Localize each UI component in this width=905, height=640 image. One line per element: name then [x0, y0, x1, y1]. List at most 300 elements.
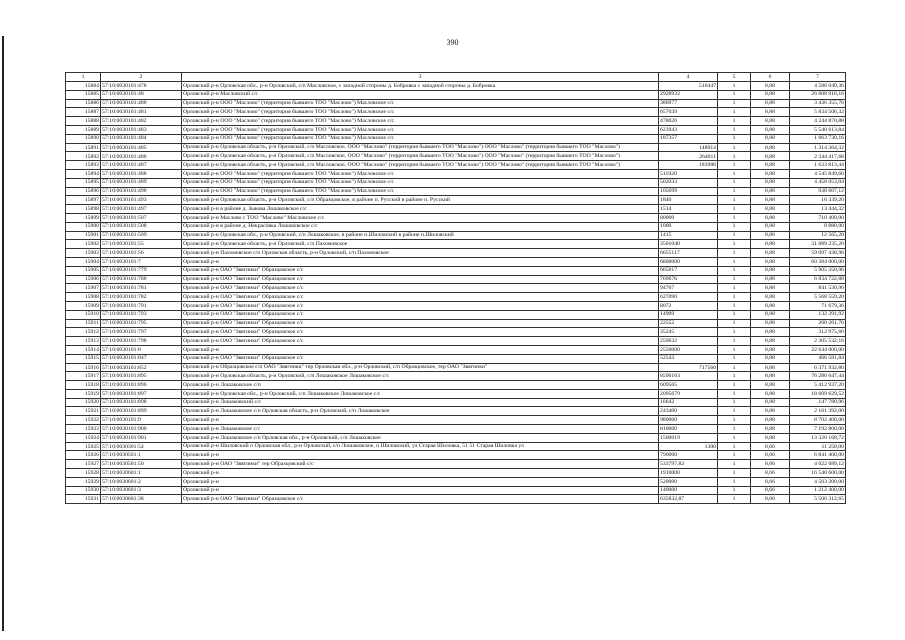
row-number: 15921 — [66, 407, 101, 416]
area-value: 6800000 — [659, 257, 718, 266]
table-row — [66, 345, 846, 354]
row-number: 15925 — [66, 442, 101, 451]
address: Орловский р-н Пахомовское с/п Орловская область, р-н Орловский, с/п Пахомовское — [182, 249, 659, 258]
col-7-header: 7 — [790, 73, 846, 82]
cadastral-number: 57:10:0030101:9 — [101, 416, 182, 425]
row-number: 15917 — [66, 372, 101, 381]
cadastral-number: 57:10:0030101:497 — [101, 205, 182, 214]
coefficient-5: 1 — [718, 486, 751, 495]
row-number: 15911 — [66, 319, 101, 328]
rate-value: 8,88 — [751, 372, 790, 381]
area-value: 502033 — [659, 178, 718, 187]
row-number: 15926 — [66, 451, 101, 460]
cadastral-number: 57:10:0030101:901 — [101, 433, 182, 442]
address: Орловский р-н — [182, 416, 659, 425]
table-row — [66, 293, 846, 302]
coefficient-5: 1 — [718, 196, 751, 205]
cadastral-number: 57:10:0030101:478 — [101, 82, 182, 91]
area-value: 520000 — [659, 477, 718, 486]
rate-value: 8,66 — [751, 495, 790, 504]
coefficient-5: 1 — [718, 354, 751, 363]
rate-value: 8,88 — [751, 363, 790, 372]
rate-value: 8,88 — [751, 161, 790, 170]
area-value: 769676 — [659, 275, 718, 284]
address: Орловский р-н Орловская обл., р-н Орловский, с/п Масловское, с западной стороны д. Бобровка с западной стороны д. Бобровка — [182, 82, 659, 91]
row-number: 15896 — [66, 187, 101, 196]
cadastral-value: 13 320 168,72 — [790, 433, 846, 442]
address: Орловский р-н Орловская область, р-н Орловский, с/п Образцовское, в районе п. Русский в районе п. Русский — [182, 196, 659, 205]
table-row — [66, 460, 846, 469]
cadastral-value: 3 436 355,76 — [790, 99, 846, 108]
cadastral-number: 57:10:0030101:482 — [101, 117, 182, 126]
rate-value: 8,88 — [751, 319, 790, 328]
coefficient-5: 1 — [718, 257, 751, 266]
area-value: 980000 — [659, 416, 718, 425]
cadastral-value: 6 371 932,80 — [790, 363, 846, 372]
area-value: 609565 — [659, 381, 718, 390]
cadastral-value: 16 339,20 — [790, 196, 846, 205]
address: Орловский р-н Маслово с ТОО "Маслово" Масловское с/с — [182, 213, 659, 222]
table-row — [66, 82, 846, 91]
coefficient-5: 1 — [718, 222, 751, 231]
row-number: 15924 — [66, 433, 101, 442]
row-number: 15909 — [66, 301, 101, 310]
table-row — [66, 363, 846, 372]
cadastral-value: 5 540 613,84 — [790, 125, 846, 134]
coefficient-5: 1 — [718, 398, 751, 407]
area-value: 386977 — [659, 99, 718, 108]
coefficient-5: 1 — [718, 266, 751, 275]
cadastral-number: 57:10:0030101:488 — [101, 169, 182, 178]
row-number: 15893 — [66, 161, 101, 170]
cadastral-number: 57:10:0030101:899 — [101, 407, 182, 416]
address: Орловский р-н Орловская область, р-н Орловский, с/п Лошаковское Лошаковское с/с — [182, 372, 659, 381]
address: Орловский р-н — [182, 486, 659, 495]
coefficient-5: 1 — [718, 442, 751, 451]
area-value: 790000 — [659, 451, 718, 460]
area-value: 478026 — [659, 117, 718, 126]
coefficient-5: 1 — [718, 328, 751, 337]
row-number: 15899 — [66, 213, 101, 222]
table-row — [66, 125, 846, 134]
cadastral-value: 76 280 647,44 — [790, 372, 846, 381]
address: Орловский р-н — [182, 477, 659, 486]
rate-value: 8,88 — [751, 301, 790, 310]
coefficient-5: 1 — [718, 337, 751, 346]
area-value: 187357 — [659, 134, 718, 143]
row-number: 15884 — [66, 82, 101, 91]
coefficient-5: 1 — [718, 275, 751, 284]
row-number: 15928 — [66, 469, 101, 478]
cadastral-number: 57:10:0030101:480 — [101, 99, 182, 108]
coefficient-5: 1 — [718, 416, 751, 425]
table-row — [66, 381, 846, 390]
row-number: 15892 — [66, 152, 101, 161]
row-number: 15931 — [66, 495, 101, 504]
coefficient-5: 1 — [718, 249, 751, 258]
cadastral-value: 18 609 629,52 — [790, 389, 846, 398]
row-number: 15886 — [66, 99, 101, 108]
cadastral-number: 57:10:0030501:1 — [101, 451, 182, 460]
coefficient-5: 1 — [718, 284, 751, 293]
coefficient-5: 1 — [718, 293, 751, 302]
area-value: 1000 — [659, 222, 718, 231]
cadastral-value: 4 458 053,04 — [790, 178, 846, 187]
rate-value: 8,88 — [751, 425, 790, 434]
col-5-header: 5 — [718, 73, 751, 82]
address: Орловский р-н ОАО "Звягинки" тер Образцовский с/с — [182, 460, 659, 469]
rate-value: 8,66 — [751, 442, 790, 451]
address: Орловский р-н ОАО "Звягинки" Образцовское с/с — [182, 328, 659, 337]
coefficient-5: 1 — [718, 425, 751, 434]
cadastral-number: 57:10:0030101:486 — [101, 152, 182, 161]
address: Орловский р-н ОАО "Звягинки" Образцовское с/с — [182, 319, 659, 328]
table-row — [66, 178, 846, 187]
table-row — [66, 425, 846, 434]
table-row — [66, 108, 846, 117]
cadastral-value: 4 586 049,36 — [790, 82, 846, 91]
cadastral-number: 57:10:0030101:509 — [101, 231, 182, 240]
rate-value: 8,88 — [751, 345, 790, 354]
cadastral-number: 57:10:0030101:780 — [101, 275, 182, 284]
area-value: 264011 — [659, 152, 718, 161]
cadastral-number: 57:10:0030101:485 — [101, 143, 182, 152]
coefficient-5: 1 — [718, 345, 751, 354]
table-row — [66, 495, 846, 504]
table-row — [66, 213, 846, 222]
address: Орловский р-н Лошаковское с/п — [182, 381, 659, 390]
cadastral-value: 71 679,36 — [790, 301, 846, 310]
cadastral-number: 57:10:0030601:1 — [101, 469, 182, 478]
row-number: 15894 — [66, 169, 101, 178]
table-row — [66, 284, 846, 293]
col-4-header: 4 — [659, 73, 718, 82]
table-row — [66, 249, 846, 258]
cadastral-value: 22 644 000,00 — [790, 345, 846, 354]
cadastral-number: 57:10:0030101:56 — [101, 249, 182, 258]
col-6-header: 6 — [751, 73, 790, 82]
rate-value: 8,88 — [751, 433, 790, 442]
cadastral-number: 57:10:0030601:38 — [101, 495, 182, 504]
row-number: 15888 — [66, 117, 101, 126]
area-value: 1300 — [659, 442, 718, 451]
coefficient-5: 1 — [718, 178, 751, 187]
area-value: 183988 — [659, 161, 718, 170]
rate-value: 8,88 — [751, 249, 790, 258]
address: Орловский р-н Орловская область, р-н Орловский, с/п Масловское, ООО "Маслово" (территория бывшего ТОО "Маслово") ООО "Маслово" (территория бывшего ТОО "Маслово") — [182, 152, 659, 161]
coefficient-5: 1 — [718, 469, 751, 478]
cadastral-value: 13 444,32 — [790, 205, 846, 214]
rate-value: 8,88 — [751, 381, 790, 390]
cadastral-number: 57:10:0030101:493 — [101, 196, 182, 205]
cadastral-number: 57:10:0030501:50 — [101, 460, 182, 469]
cadastral-value: 2 161 392,00 — [790, 407, 846, 416]
cadastral-value: 938 607,12 — [790, 187, 846, 196]
table-row — [66, 117, 846, 126]
table-row — [66, 407, 846, 416]
area-value: 140000 — [659, 486, 718, 495]
rate-value: 8,88 — [751, 152, 790, 161]
rate-value: 8,88 — [751, 196, 790, 205]
coefficient-5: 1 — [718, 205, 751, 214]
area-value: 665017 — [659, 266, 718, 275]
area-value: 8590163 — [659, 372, 718, 381]
address: Орловский р-н ОАО "Звягинки" Образцовское с/с — [182, 310, 659, 319]
row-number: 15907 — [66, 284, 101, 293]
cadastral-value: 1 633 813,44 — [790, 161, 846, 170]
address: Орловский р-н ОАО "Звягинки" Образцовское с/с — [182, 266, 659, 275]
area-value: 3501040 — [659, 240, 718, 249]
address: Орловский р-н Образцовское с/п ОАО "Звягинки" тер Орловская обл., р-н Орловский, с/п Образцовское, тер ОАО "Звягинки" — [182, 363, 659, 372]
row-number: 15903 — [66, 249, 101, 258]
area-value: 511920 — [659, 169, 718, 178]
cadastral-value: 60 384 000,00 — [790, 257, 846, 266]
table-row — [66, 442, 846, 451]
rate-value: 8,88 — [751, 240, 790, 249]
cadastral-value: 8 702 400,00 — [790, 416, 846, 425]
rate-value: 8,88 — [751, 222, 790, 231]
table-row — [66, 372, 846, 381]
row-number: 15910 — [66, 310, 101, 319]
cadastral-value: 5 568 559,20 — [790, 293, 846, 302]
column-number-row — [66, 73, 846, 82]
address: Орловский р-н Орловская область, р-н Орловский, с/п Масловское, ООО "Маслово" (территория бывшего ТОО "Маслово") ООО "Маслово" (территория бывшего ТОО "Маслово") — [182, 161, 659, 170]
cadastral-number: 57:10:0030101:779 — [101, 266, 182, 275]
cadastral-number: 57:10:0030101:793 — [101, 310, 182, 319]
cadastral-number: 57:10:0030101:847 — [101, 354, 182, 363]
row-number: 15919 — [66, 389, 101, 398]
rate-value: 8,88 — [751, 187, 790, 196]
cadastral-value: 6 834 722,88 — [790, 275, 846, 284]
coefficient-5: 1 — [718, 451, 751, 460]
row-number: 15918 — [66, 381, 101, 390]
coefficient-5: 1 — [718, 433, 751, 442]
cadastral-value: 1 314 364,32 — [790, 143, 846, 152]
area-value: 80000 — [659, 213, 718, 222]
coefficient-5: 1 — [718, 240, 751, 249]
cadastral-number: 57:10:0030101:8 — [101, 345, 182, 354]
address: Орловский р-н — [182, 469, 659, 478]
table-row — [66, 310, 846, 319]
coefficient-5: 1 — [718, 187, 751, 196]
table-row — [66, 477, 846, 486]
area-value: 105699 — [659, 187, 718, 196]
table-row — [66, 451, 846, 460]
rate-value: 8,88 — [751, 266, 790, 275]
row-number: 15906 — [66, 275, 101, 284]
rate-value: 8,88 — [751, 389, 790, 398]
rate-value: 8,88 — [751, 143, 790, 152]
rate-value: 8,88 — [751, 407, 790, 416]
table-row — [66, 222, 846, 231]
row-number: 15929 — [66, 477, 101, 486]
table-row — [66, 354, 846, 363]
cadastral-number: 57:10:0030101:487 — [101, 161, 182, 170]
cadastral-value: 200 261,76 — [790, 319, 846, 328]
cadastral-value: 132 391,92 — [790, 310, 846, 319]
row-number: 15904 — [66, 257, 101, 266]
cadastral-value: 26 008 916,16 — [790, 90, 846, 99]
area-value: 243400 — [659, 407, 718, 416]
row-number: 15908 — [66, 293, 101, 302]
coefficient-5: 1 — [718, 99, 751, 108]
cadastral-number: 57:10:0030101:483 — [101, 125, 182, 134]
area-value: 627090 — [659, 293, 718, 302]
cadastral-value: 7 192 800,00 — [790, 425, 846, 434]
cadastral-value: 710 400,00 — [790, 213, 846, 222]
cadastral-value: 12 565,20 — [790, 231, 846, 240]
cadastral-number: 57:10:0030101:797 — [101, 328, 182, 337]
rate-value: 8,66 — [751, 469, 790, 478]
col-3-header: 3 — [182, 73, 659, 82]
cadastral-number: 57:10:0030101:48 — [101, 90, 182, 99]
address: Орловский р-н Орловская обл., р-н Орловский, с/п Лошаковское, в районе п.Шиловский в районе п.Шиловский — [182, 231, 659, 240]
table-row — [66, 389, 846, 398]
row-number: 15898 — [66, 205, 101, 214]
cadastral-number: 57:10:0030101:490 — [101, 187, 182, 196]
cadastral-number: 57:10:0030101:507 — [101, 213, 182, 222]
rate-value: 8,66 — [751, 477, 790, 486]
rate-value: 8,88 — [751, 90, 790, 99]
area-value: 1500019 — [659, 433, 718, 442]
coefficient-5: 1 — [718, 460, 751, 469]
cadastral-value: 841 530,96 — [790, 284, 846, 293]
address: Орловский р-н Орловская область, р-н Орловский, с/п Масловское, ООО "Маслово" (территория бывшего ТОО "Маслово") ООО "Маслово" (территория бывшего ТОО "Маслово") — [182, 143, 659, 152]
table-row — [66, 240, 846, 249]
address: Орловский р-н ООО "Маслово" (территория бывшего ТОО "Маслово") Масловское с/с — [182, 125, 659, 134]
row-number: 15920 — [66, 398, 101, 407]
cadastral-value: 312 975,60 — [790, 328, 846, 337]
table-row — [66, 99, 846, 108]
cadastral-number: 57:10:0030101:7 — [101, 257, 182, 266]
coefficient-5: 1 — [718, 161, 751, 170]
table-row — [66, 205, 846, 214]
cadastral-number: 57:10:0030101:508 — [101, 222, 182, 231]
coefficient-5: 1 — [718, 477, 751, 486]
cadastral-number: 57:10:0030101:897 — [101, 389, 182, 398]
coefficient-5: 1 — [718, 108, 751, 117]
rate-value: 8,88 — [751, 337, 790, 346]
table-row — [66, 469, 846, 478]
area-value: 52543 — [659, 354, 718, 363]
page-number: 390 — [446, 38, 459, 47]
area-value: 6655117 — [659, 249, 718, 258]
coefficient-5: 1 — [718, 125, 751, 134]
table-row — [66, 337, 846, 346]
cadastral-number: 57:10:0030101:481 — [101, 108, 182, 117]
address: Орловский р-н Орловская обл., р-н Орловский, с/п Лошаковское Лошаковское с/с — [182, 389, 659, 398]
area-value: 1415 — [659, 231, 718, 240]
cadastral-number: 57:10:0030101:895 — [101, 372, 182, 381]
cadastral-number: 57:10:0030101:489 — [101, 178, 182, 187]
table-row — [66, 486, 846, 495]
table-row — [66, 169, 846, 178]
address: Орловский р-н Шиловский п Орловская обл., р-н Орловский, с/п Лошаковское, п Шиловский, ул Старая Шиловка, 51 51 Старая Шиловка ул — [182, 442, 659, 451]
row-number: 15887 — [66, 108, 101, 117]
area-value: 22552 — [659, 319, 718, 328]
rate-value: 8,88 — [751, 284, 790, 293]
address: Орловский р-н Орловская область, р-н Орловский, с/п Пахомовское — [182, 240, 659, 249]
table-row — [66, 433, 846, 442]
area-value: 2095679 — [659, 389, 718, 398]
coefficient-5: 1 — [718, 319, 751, 328]
cadastral-number: 57:10:0030101:782 — [101, 293, 182, 302]
coefficient-5: 1 — [718, 407, 751, 416]
table-row — [66, 257, 846, 266]
cadastral-number: 57:10:0030101:484 — [101, 134, 182, 143]
table-row — [66, 275, 846, 284]
cadastral-value: 16 540 600,00 — [790, 469, 846, 478]
row-number: 15889 — [66, 125, 101, 134]
coefficient-5: 1 — [718, 389, 751, 398]
cadastral-number: 57:10:0030301:54 — [101, 442, 182, 451]
address: Орловский р-н — [182, 257, 659, 266]
cadastral-number: 57:10:0030101:791 — [101, 301, 182, 310]
rate-value: 8,88 — [751, 257, 790, 266]
cadastral-value: 5 905 350,96 — [790, 266, 846, 275]
coefficient-5: 1 — [718, 82, 751, 91]
table-row — [66, 328, 846, 337]
address: Орловский р-н ОАО "Звягинки" Образцовское с/с — [182, 301, 659, 310]
col-2-header: 2 — [101, 73, 182, 82]
cadastral-number: 57:10:0030601:3 — [101, 486, 182, 495]
address: Орловский р-н в районе д. Зыкова Лошаковское с/с — [182, 205, 659, 214]
cadastral-value: 5 506 312,65 — [790, 495, 846, 504]
rate-value: 8,88 — [751, 108, 790, 117]
col-1-header: 1 — [66, 73, 101, 82]
address: Орловский р-н ООО "Маслово" (территория бывшего ТОО "Маслово") Масловское с/с — [182, 108, 659, 117]
area-value: 2928932 — [659, 90, 718, 99]
row-number: 15891 — [66, 143, 101, 152]
cadastral-number: 57:10:0030101:852 — [101, 363, 182, 372]
rate-value: 8,88 — [751, 99, 790, 108]
cadastral-value: 2 344 417,68 — [790, 152, 846, 161]
coefficient-5: 1 — [718, 231, 751, 240]
row-number: 15927 — [66, 460, 101, 469]
row-number: 15895 — [66, 178, 101, 187]
coefficient-5: 1 — [718, 381, 751, 390]
address: Орловский р-н ОАО "Звягинки" Образцовское с/с — [182, 495, 659, 504]
cadastral-value: 59 097 438,96 — [790, 249, 846, 258]
coefficient-5: 1 — [718, 152, 751, 161]
cadastral-value: 6 841 400,00 — [790, 451, 846, 460]
rate-value: 8,88 — [751, 117, 790, 126]
table-row — [66, 143, 846, 152]
row-number: 15923 — [66, 425, 101, 434]
coefficient-5: 1 — [718, 143, 751, 152]
address: Орловский р-н — [182, 345, 659, 354]
cadastral-value: 4 503 200,00 — [790, 477, 846, 486]
rate-value: 8,88 — [751, 275, 790, 284]
coefficient-5: 1 — [718, 117, 751, 126]
rate-value: 8,88 — [751, 398, 790, 407]
cadastral-value: 4 244 870,88 — [790, 117, 846, 126]
cadastral-number: 57:10:0030101:55 — [101, 240, 182, 249]
address: Орловский р-н ОАО "Звягинки" Образцовское с/с — [182, 275, 659, 284]
cadastral-number: 57:10:0030101:781 — [101, 284, 182, 293]
address: Орловский р-н ОАО "Звягинки" Образцовское с/с — [182, 337, 659, 346]
cadastral-value: 4 622 689,12 — [790, 460, 846, 469]
cadastral-value: 31 089 235,20 — [790, 240, 846, 249]
table-row — [66, 152, 846, 161]
area-value: 1514 — [659, 205, 718, 214]
rate-value: 8,88 — [751, 205, 790, 214]
table-row — [66, 196, 846, 205]
cadastral-value: 11 258,00 — [790, 442, 846, 451]
table-row — [66, 266, 846, 275]
coefficient-5: 1 — [718, 213, 751, 222]
row-number: 15900 — [66, 222, 101, 231]
